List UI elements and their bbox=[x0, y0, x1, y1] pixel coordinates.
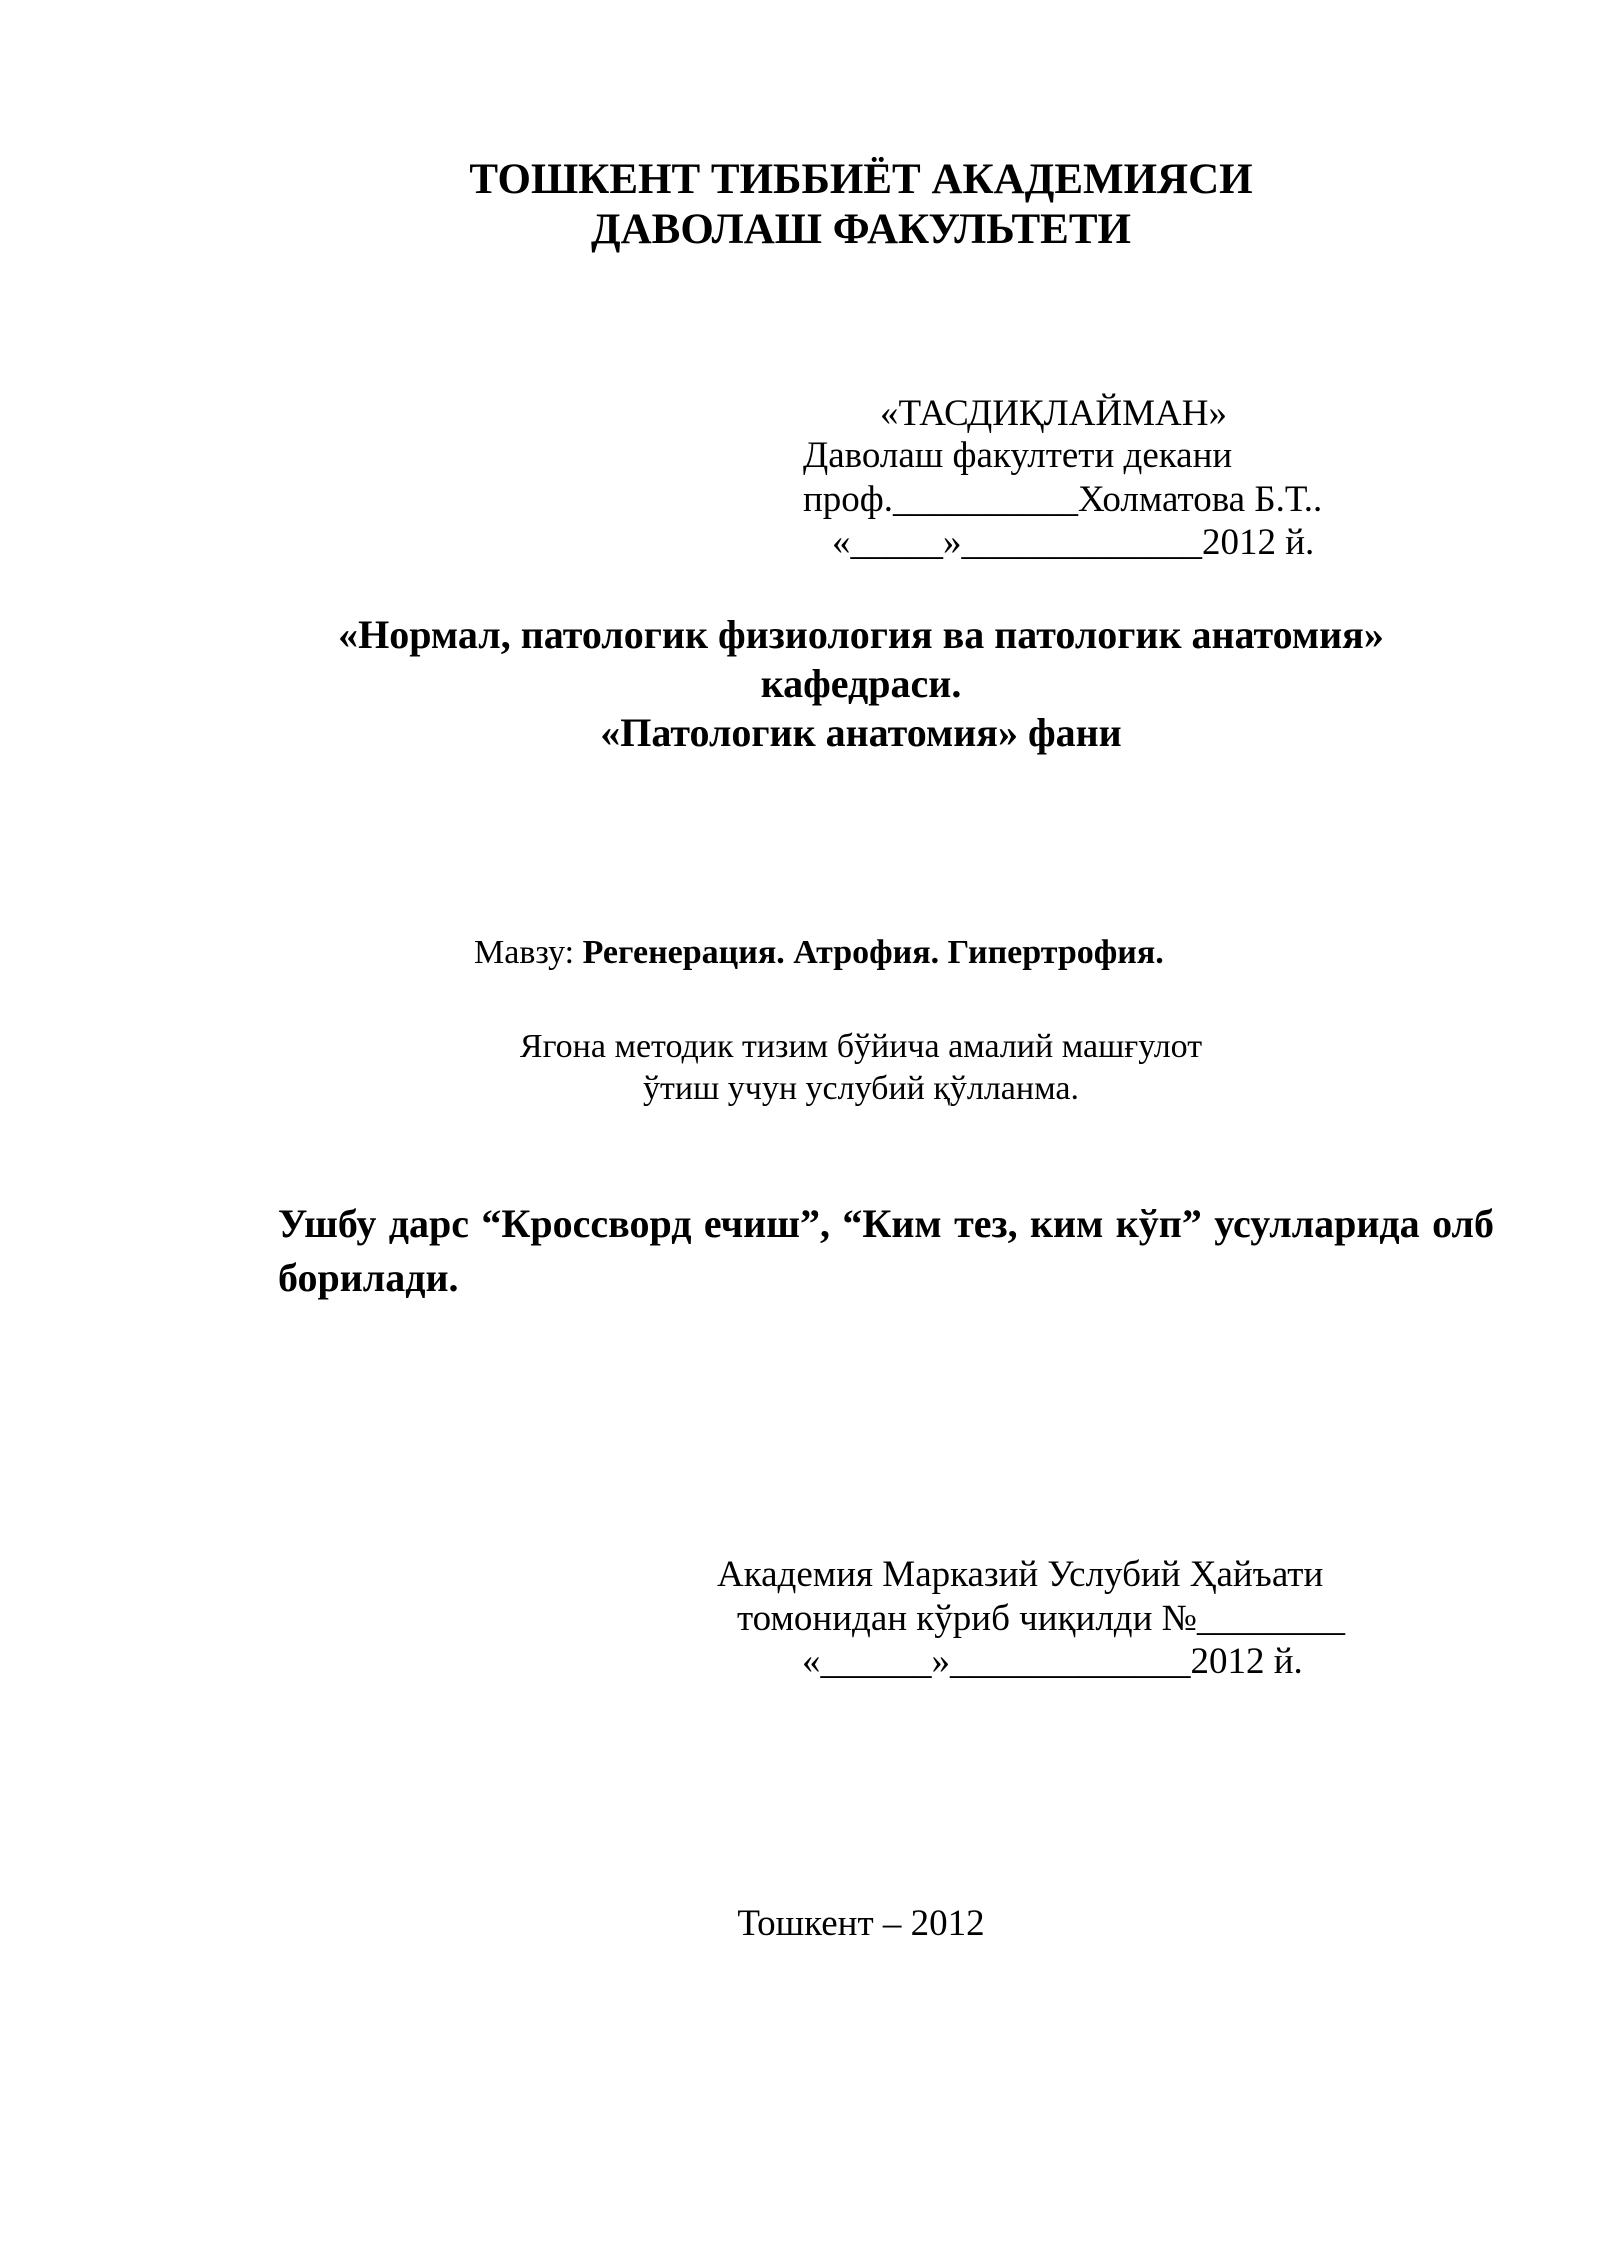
guide-line-2: ўтиш учун услубий қўлланма. bbox=[643, 1070, 1079, 1107]
topic-line bbox=[474, 936, 1164, 970]
review-line-1: Академия Марказий Услубий Ҳайъати bbox=[717, 1554, 1324, 1595]
approval-date: «_____»_____________2012 й. bbox=[832, 522, 1315, 563]
topic-value: Регенерация. Атрофия. Гипертрофия. bbox=[582, 934, 1164, 971]
review-line-2: томонидан кўриб чиқилди №________ bbox=[737, 1598, 1345, 1639]
department-name: «Нормал, патологик физиология ва патологик анатомия» bbox=[338, 612, 1384, 657]
subject-name: «Патологик анатомия» фани bbox=[600, 710, 1122, 755]
topic-label: Мавзу: bbox=[474, 934, 583, 971]
approval-signature: проф.__________Холматова Б.Т.. bbox=[803, 479, 1323, 520]
academy-title: ТОШКЕНТ ТИББИЁТ АКАДЕМИЯСИ bbox=[469, 156, 1253, 203]
approval-title: «ТАСДИҚЛАЙМАН» bbox=[880, 393, 1227, 434]
approval-position: Даволаш факултети декани bbox=[803, 435, 1233, 476]
lesson-method-text: Ушбу дарс “Кроссворд ечиш”, “Ким тез, ким кўп” усулларида олб борилади. bbox=[278, 1201, 1494, 1300]
department-label: кафедраси. bbox=[760, 661, 962, 706]
guide-line-1: Ягона методик тизим бўйича амалий машғулот bbox=[519, 1028, 1203, 1065]
faculty-title: ДАВОЛАШ ФАКУЛЬТЕТИ bbox=[591, 206, 1131, 253]
review-date: «______»_____________2012 й. bbox=[802, 1641, 1303, 1682]
place-year: Тошкент – 2012 bbox=[737, 1903, 985, 1944]
